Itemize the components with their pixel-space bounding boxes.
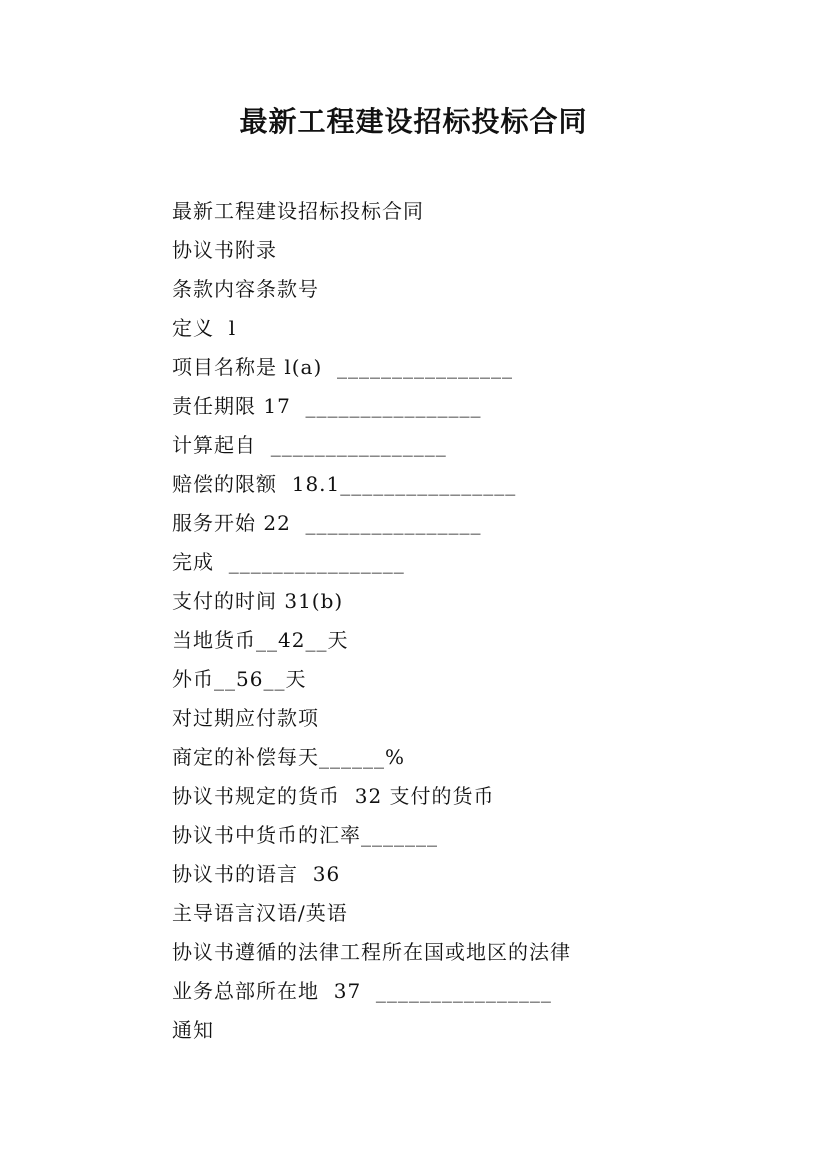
body-line: 协议书规定的货币 32 支付的货币: [172, 784, 495, 808]
document-body: [172, 192, 792, 1050]
body-line: 条款内容条款号: [172, 277, 319, 301]
body-line: 协议书遵循的法律工程所在国或地区的法律: [172, 940, 571, 964]
body-line: 责任期限 17 ________________: [172, 394, 482, 418]
body-line: 协议书附录: [172, 238, 277, 262]
body-line: 通知: [172, 1018, 214, 1042]
body-line: 最新工程建设招标投标合同: [172, 199, 424, 223]
body-line: 外币__56__天: [172, 667, 307, 691]
body-line: 完成 ________________: [172, 550, 405, 574]
body-line: 赔偿的限额 18.1________________: [172, 472, 517, 496]
body-line: 定义 l: [172, 316, 237, 340]
body-line: 服务开始 22 ________________: [172, 511, 482, 535]
body-line: 商定的补偿每天______%: [172, 745, 406, 769]
body-line: 主导语言汉语/英语: [172, 901, 348, 925]
body-line: 计算起自 ________________: [172, 433, 447, 457]
body-line: 对过期应付款项: [172, 706, 319, 730]
body-line: 当地货币__42__天: [172, 628, 349, 652]
body-line: 协议书中货币的汇率_______: [172, 823, 438, 847]
body-line: 项目名称是 l(a) ________________: [172, 355, 513, 379]
body-line: 支付的时间 31(b): [172, 589, 344, 613]
body-line: 业务总部所在地 37 ________________: [172, 979, 552, 1003]
body-line: 协议书的语言 36: [172, 862, 341, 886]
document-title: 最新工程建设招标投标合同: [239, 105, 588, 138]
